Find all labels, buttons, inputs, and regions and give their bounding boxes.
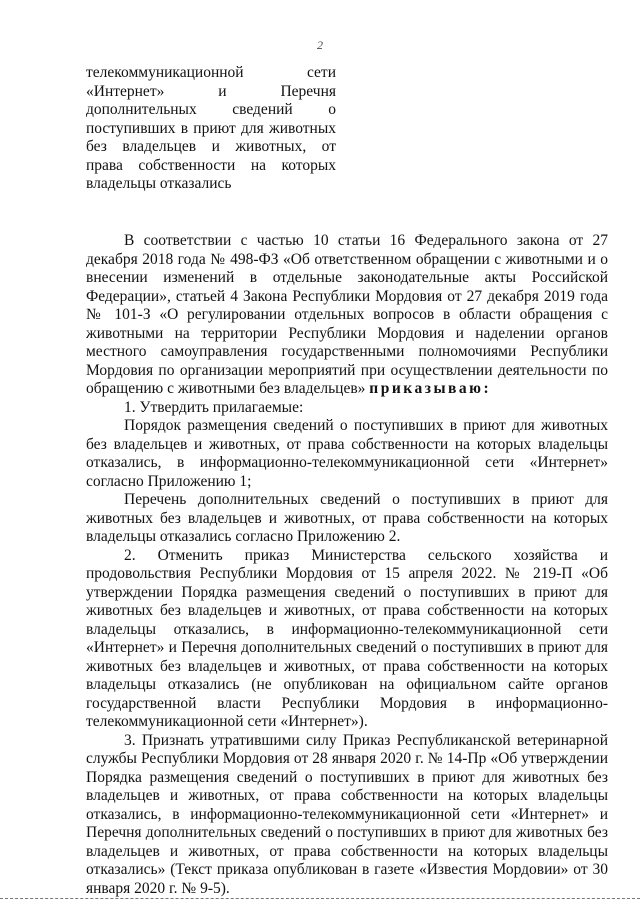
title-line: владельцы отказались bbox=[86, 175, 232, 192]
item-1-list-paragraph: Перечень дополнительных сведений о поступивших в приют для животных без владельцев и животных, от права собственности на которых владельцы отказались согласно Приложению 2. bbox=[86, 491, 608, 545]
prikaz-word: приказываю: bbox=[369, 380, 492, 397]
item-3-paragraph: 3. Признать утратившими силу Приказ Республиканской ветеринарной службы Республики Мордовия от 28 января 2020 г. № 14-Пр «Об утверждении Порядка размещения сведений о поступивших в приют для животных без владельцев и животных, от права собственности на которых владельцы отказались, в информационно-телекоммуникационной сети «Интернет» и Перечня дополнительных сведений о поступивших в приют для животных без владельцев и животных, от права собственности на которых владельцы отказались» (Текст приказа опубликован в газете «Известия Мордовии» от 30 января 2020 г. № 9-5). bbox=[86, 731, 608, 897]
item-1-intro: 1. Утвердить прилагаемые: bbox=[124, 398, 304, 416]
preamble-text: В соответствии с частью 10 статьи 16 Федерального закона от 27 декабря 2018 года № 498-ФЗ «Об ответственном обращении с животными и о внесении изменений в отдельные законодательные акты Российской Федерации», статьей 4 Закона Республики Мордовия от 27 декабря 2019 года № 101-З «О регулировании отдельных вопросов в области обращения с животными на территории Республики Мордовия и наделении органов местного самоуправления государственными полномочиями Республики Мордовия по организации мероприятий при осуществлении деятельности по обращению с животными без владельцев» bbox=[86, 232, 608, 397]
document-body bbox=[86, 232, 608, 898]
title-line: права собственности на которых bbox=[86, 156, 336, 174]
item-2-paragraph: 2. Отменить приказ Министерства сельского хозяйства и продовольствия Республики Мордовия от 15 апреля 2022. № 219-П «Об утверждении Порядка размещения сведений о поступивших в приют для животных без владельцев и животных, от права собственности на которых владельцы отказались, в информационно-телекоммуникационной сети «Интернет» и Перечня дополнительных сведений о поступивших в приют для животных без владельцев и животных, от права собственности на которых владельцы отказались (не опубликован на официальном сайте органов государственной власти Республики Мордовия в информационно-телекоммуникационной сети «Интернет»). bbox=[86, 546, 608, 730]
item-1-order-paragraph: Порядок размещения сведений о поступивших в приют для животных без владельцев и животных, от права собственности на которых владельцы отказались, в информационно-телекоммуникационной сети «Интернет» согласно Приложению 1; bbox=[86, 417, 608, 490]
page-bottom-rule bbox=[0, 898, 640, 899]
title-line: без владельцев и животных, от bbox=[86, 138, 336, 155]
title-line: дополнительных сведений о bbox=[86, 101, 336, 118]
title-line: телекоммуникационной сети bbox=[86, 64, 336, 81]
page-number: 2 bbox=[317, 38, 323, 52]
preamble-paragraph bbox=[86, 232, 608, 399]
title-line: поступивших в приют для животных bbox=[86, 119, 336, 137]
title-line: «Интернет» и Перечня bbox=[86, 82, 336, 100]
document-title bbox=[86, 64, 336, 194]
